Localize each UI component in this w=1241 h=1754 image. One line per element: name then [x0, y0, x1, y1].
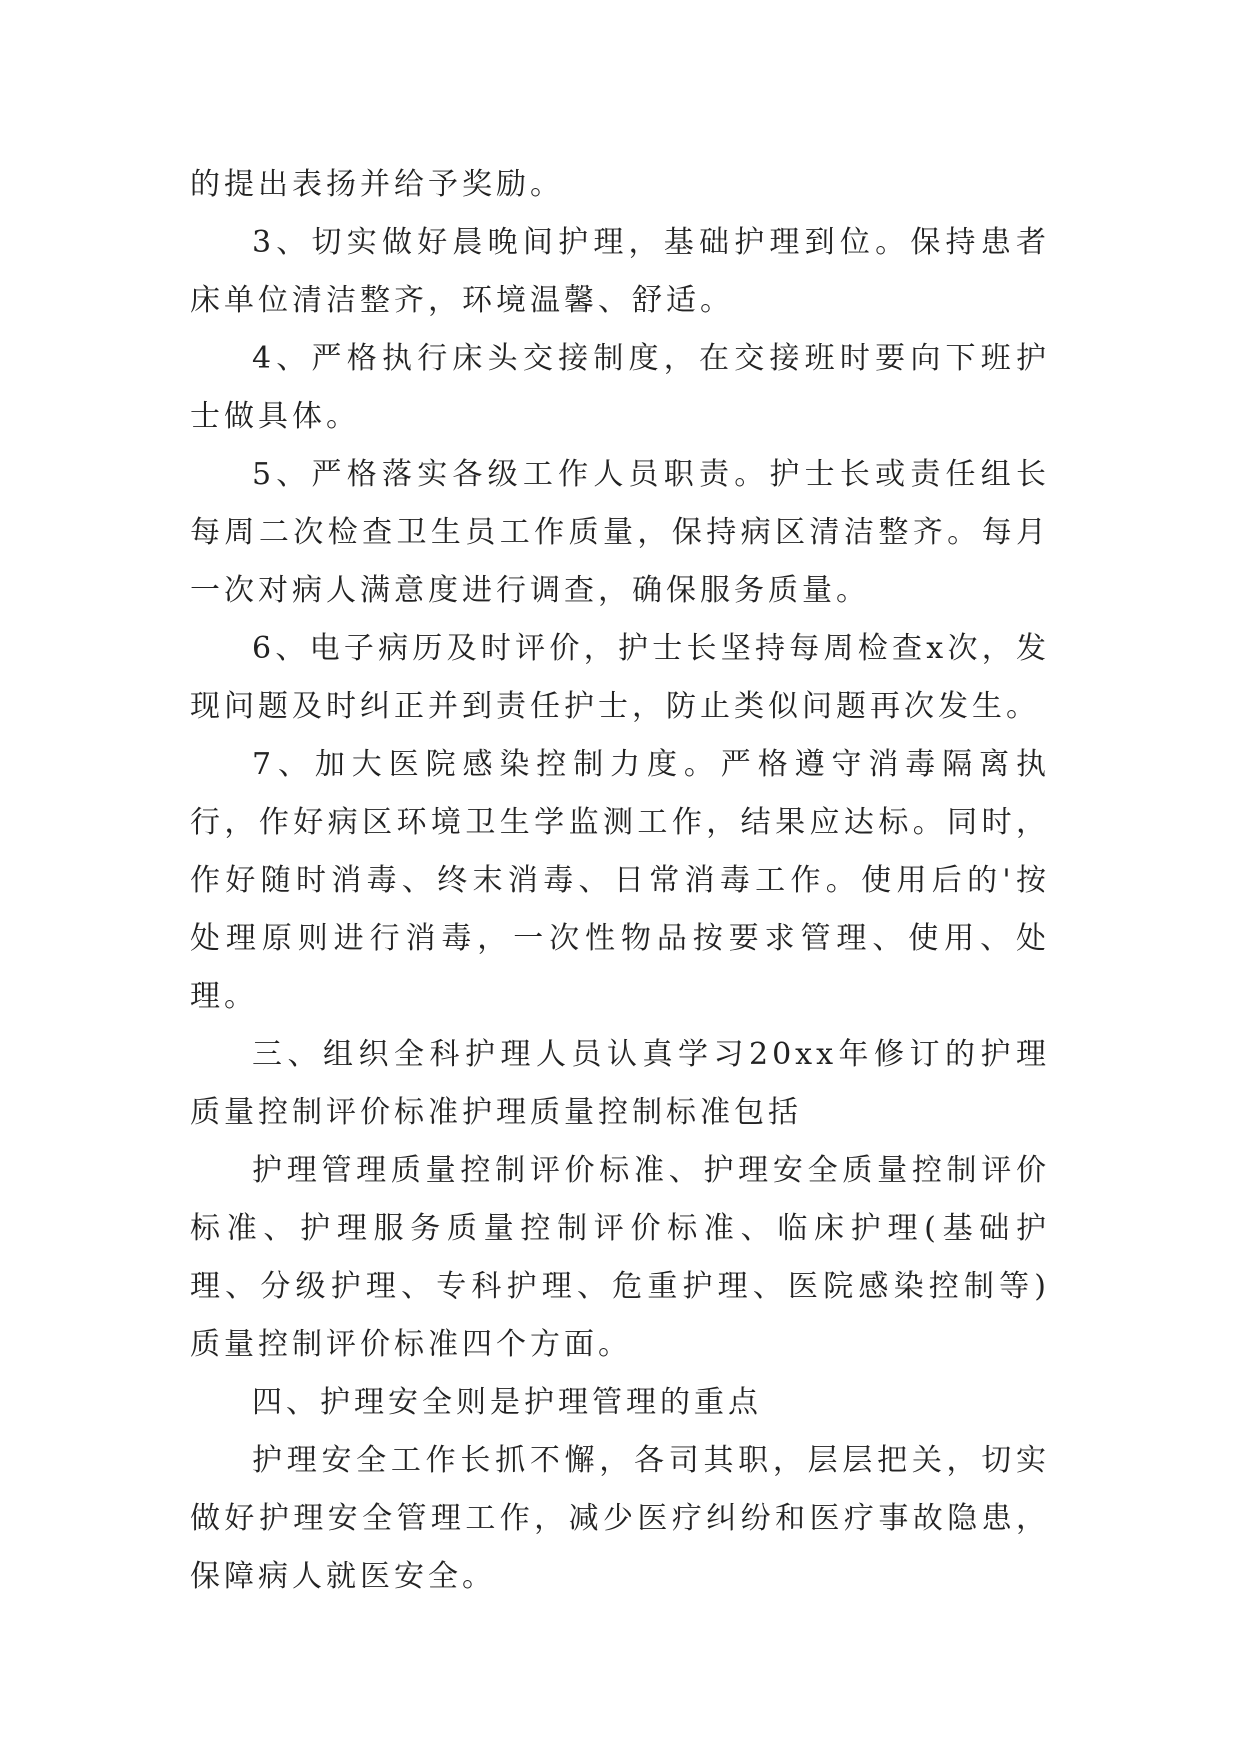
- paragraph-item-5: 5、严格落实各级工作人员职责。护士长或责任组长每周二次检查卫生员工作质量，保持病区清洁整齐。每月一次对病人满意度进行调查，确保服务质量。: [190, 457, 1050, 608]
- paragraph-item-4: 4、严格执行床头交接制度，在交接班时要向下班护士做具体。: [190, 341, 1050, 434]
- paragraph-1: 的提出表扬并给予奖励。: [190, 167, 564, 202]
- paragraph-item-3: 3、切实做好晨晚间护理，基础护理到位。保持患者床单位清洁整齐，环境温馨、舒适。: [190, 225, 1050, 318]
- paragraph-item-6: 6、电子病历及时评价，护士长坚持每周检查x次，发现问题及时纠正并到责任护士，防止类似问题再次发生。: [190, 631, 1050, 724]
- document-body: [190, 156, 1050, 1606]
- paragraph-item-7: 7、加大医院感染控制力度。严格遵守消毒隔离执行，作好病区环境卫生学监测工作，结果应达标。同时，作好随时消毒、终末消毒、日常消毒工作。使用后的'按处理原则进行消毒，一次性物品按要求管理、使用、处理。: [190, 747, 1050, 1014]
- paragraph-safety: 护理安全工作长抓不懈，各司其职，层层把关，切实做好护理安全管理工作，减少医疗纠纷和医疗事故隐患，保障病人就医安全。: [190, 1443, 1050, 1594]
- paragraph-standards: 护理管理质量控制评价标准、护理安全质量控制评价标准、护理服务质量控制评价标准、临床护理(基础护理、分级护理、专科护理、危重护理、医院感染控制等)质量控制评价标准四个方面。: [190, 1153, 1050, 1362]
- section-heading-4: 四、护理安全则是护理管理的重点: [252, 1385, 762, 1420]
- section-heading-3: 三、组织全科护理人员认真学习20xx年修订的护理质量控制评价标准护理质量控制标准包括: [190, 1037, 1050, 1130]
